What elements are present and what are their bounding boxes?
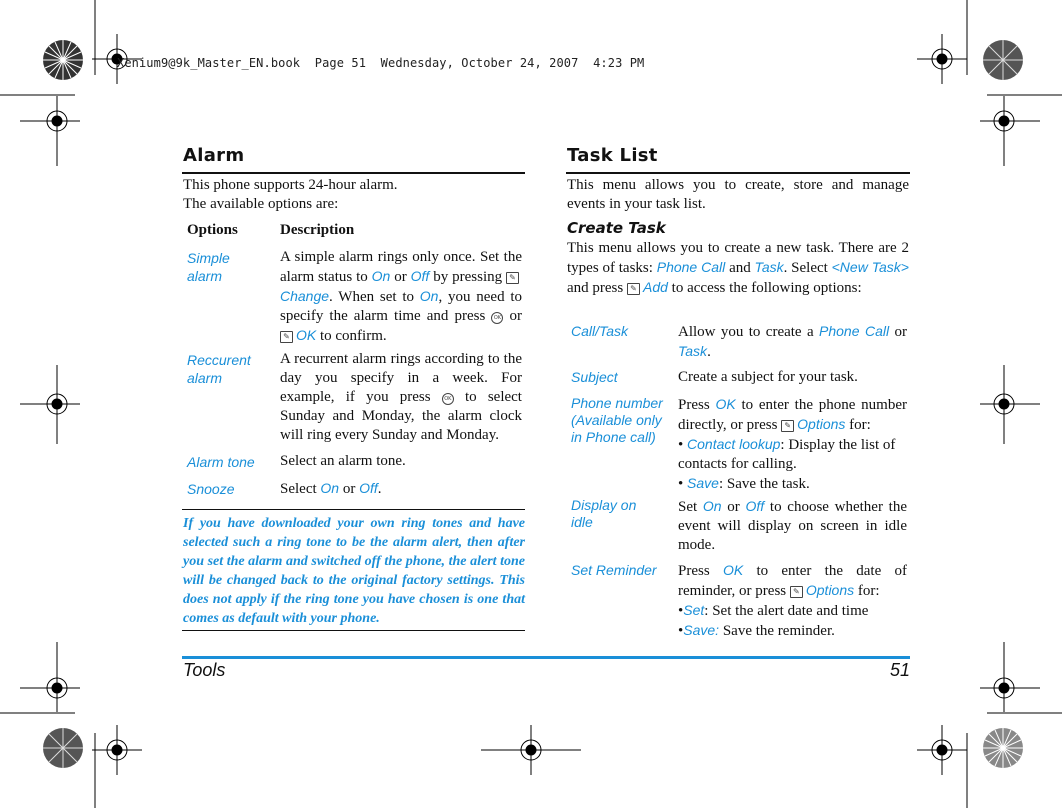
list-item: • Contact lookup: Display the list of contacts for calling. xyxy=(678,436,896,472)
option-phone-number: Phone number (Available only in Phone call) xyxy=(571,395,663,445)
list-item: • Save: Save the task. xyxy=(678,475,810,492)
tasklist-intro: This menu allows you to create, store and manage events in your task list. xyxy=(567,177,909,212)
softkey-icon: ✎ xyxy=(506,272,519,284)
alarm-intro-1: This phone supports 24-hour alarm. xyxy=(183,177,398,193)
desc-recurrent-alarm: A recurrent alarm rings according to the day you specify in a week. For example, if you press OK to select Sunday and Monday, the alarm clock will ring every Sunday and Monday. xyxy=(280,351,522,443)
print-header: Xenium9@9k_Master_EN.book Page 51 Wednesday, October 24, 2007 4:23 PM xyxy=(117,56,645,70)
tasklist-heading: Task List xyxy=(567,145,658,166)
option-simple-alarm: Simple alarm xyxy=(187,250,230,284)
ok-key-icon: OK xyxy=(491,312,503,324)
footer-rule xyxy=(182,656,910,659)
softkey-icon: ✎ xyxy=(790,586,803,598)
desc-snooze: Select On or Off. xyxy=(280,480,382,497)
star-target-top-right xyxy=(983,40,1023,80)
description-column-header: Description xyxy=(280,222,355,238)
page-number: 51 xyxy=(889,660,910,680)
ok-key-icon: OK xyxy=(442,393,454,405)
options-column-header: Options xyxy=(187,222,238,238)
star-target-bottom-right xyxy=(983,728,1023,768)
tasklist-heading-rule xyxy=(566,172,910,174)
alarm-heading-rule xyxy=(182,172,525,174)
softkey-icon: ✎ xyxy=(280,331,293,343)
desc-alarm-tone: Select an alarm tone. xyxy=(280,453,406,469)
option-snooze: Snooze xyxy=(187,481,235,497)
alarm-note: If you have downloaded your own ring tones and have selected such a ring tone to be the alarm alert, then after you set the alarm and switched off the phone, the alert tone will be changed back to the original factory settings. This does not apply if the ring tone you have chosen is one that comes as default with your phone. xyxy=(183,516,525,626)
desc-set-reminder: Press OK to enter the date of reminder, or press ✎ Options for: •Set: Set the alert date and time •Save: Save the reminder. xyxy=(678,562,908,639)
list-item: •Set: Set the alert date and time xyxy=(678,602,869,619)
desc-simple-alarm: A simple alarm rings only once. Set the alarm status to On or Off by pressing ✎Change. When set to On, you need to specify the alarm time and press OK or ✎ OK to confirm. xyxy=(280,249,523,344)
option-alarm-tone: Alarm tone xyxy=(187,454,255,470)
list-item: •Save: Save the reminder. xyxy=(678,622,835,639)
note-bottom-rule xyxy=(182,630,525,631)
option-subject: Subject xyxy=(571,369,618,385)
option-call-task: Call/Task xyxy=(571,323,629,339)
desc-subject: Create a subject for your task. xyxy=(678,369,858,385)
option-display-on-idle: Display on idle xyxy=(571,497,637,530)
option-set-reminder: Set Reminder xyxy=(571,562,657,578)
create-task-intro: This menu allows you to create a new task. There are 2 types of tasks: Phone Call and Task. Select <New Task> and press ✎ Add to access the following options: xyxy=(567,240,909,296)
note-top-rule xyxy=(182,509,525,510)
create-task-heading: Create Task xyxy=(567,219,666,237)
softkey-icon: ✎ xyxy=(627,283,640,295)
option-recurrent-alarm: Reccurent alarm xyxy=(187,352,251,386)
desc-display-on-idle: Set On or Off to choose whether the event will display on screen in idle mode. xyxy=(678,498,908,553)
softkey-icon: ✎ xyxy=(781,420,794,432)
alarm-heading: Alarm xyxy=(183,145,245,166)
star-target-bottom-left xyxy=(43,728,83,768)
star-target-top-left xyxy=(43,40,83,80)
alarm-intro-2: The available options are: xyxy=(183,196,339,212)
desc-call-task: Allow you to create a Phone Call or Task. xyxy=(678,323,907,360)
footer-section: Tools xyxy=(183,660,226,680)
desc-phone-number: Press OK to enter the phone number directly, or press ✎ Options for: • Contact lookup: Display the list of contacts for calling. • Save: Save the task. xyxy=(678,396,908,492)
